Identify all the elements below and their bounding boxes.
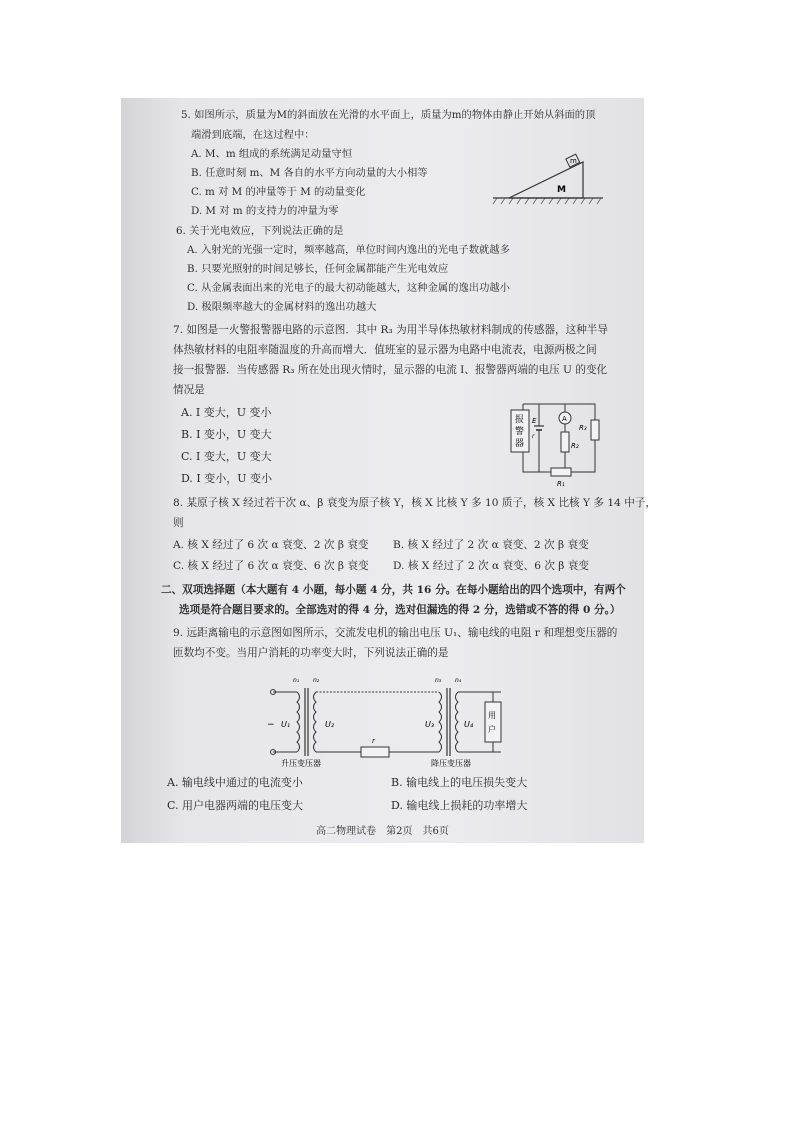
q7-option-c: C. I 变大，U 变大 bbox=[181, 450, 272, 463]
q8-option-a: A. 核 X 经过了 6 次 α 衰变、2 次 β 衰变 bbox=[173, 539, 369, 551]
fig-n2-label: n₂ bbox=[313, 677, 320, 684]
fig-n3-label: n₃ bbox=[435, 677, 442, 684]
fig-R2-label: R₂ bbox=[571, 442, 579, 450]
fig-R3-label: R₃ bbox=[579, 424, 587, 432]
fig-ammeter-A: A bbox=[562, 415, 567, 423]
incline-diagram bbox=[491, 148, 606, 206]
fig-U3-label: U₃ bbox=[425, 720, 435, 729]
fig-generator-minus: − bbox=[267, 720, 275, 730]
fig-n1-label: n₁ bbox=[293, 677, 300, 684]
fig-step-up-caption: 升压变压器 bbox=[281, 759, 321, 768]
q5-stem-line1: 5. 如图所示，质量为M的斜面放在光滑的水平面上，质量为m的物体由静止开始从斜面的顶 bbox=[181, 109, 596, 121]
fig-n4-label: n₄ bbox=[455, 677, 462, 684]
q8-option-c: C. 核 X 经过了 6 次 α 衰变、6 次 β 衰变 bbox=[173, 560, 369, 572]
q6-option-a: A. 入射光的光强一定时，频率越高，单位时间内逸出的光电子数就越多 bbox=[187, 244, 510, 256]
page-footer: 高二物理试卷 第2页 共6页 bbox=[316, 826, 449, 837]
q8-stem-line2: 则 bbox=[173, 517, 184, 529]
fig-user-char2: 户 bbox=[488, 725, 496, 734]
q5-option-c: C. m 对 M 的冲量等于 M 的动量变化 bbox=[191, 186, 366, 198]
q8-option-d: D. 核 X 经过了 2 次 α 衰变、6 次 β 衰变 bbox=[393, 560, 589, 572]
fire-alarm-circuit bbox=[507, 396, 607, 488]
q9-option-c: C. 用户电器两端的电压变大 bbox=[167, 799, 304, 812]
q7-option-d: D. I 变小，U 变小 bbox=[181, 472, 273, 485]
q5-option-b: B. 任意时刻 m、M 各自的水平方向动量的大小相等 bbox=[191, 167, 428, 179]
q7-option-b: B. I 变小，U 变大 bbox=[181, 428, 272, 441]
q6-option-c: C. 从金属表面出来的光电子的最大初动能越大，这种金属的逸出功越小 bbox=[187, 282, 510, 294]
q7-stem-line1: 7. 如图是一火警报警器电路的示意图．其中 R₃ 为用半导体热敏材料制成的传感器，这种半导 bbox=[173, 324, 608, 336]
section2-header-line2: 选项是符合题目要求的。全部选对的得 4 分，选对但漏选的得 2 分，选错或不答的得 0 分。） bbox=[179, 604, 621, 616]
q6-option-d: D. 极限频率越大的金属材料的逸出功越大 bbox=[187, 301, 377, 313]
q9-stem-line2: 匝数均不变。当用户消耗的功率变大时，下列说法正确的是 bbox=[173, 647, 449, 659]
q9-stem-line1: 9. 远距离输电的示意图如图所示，交流发电机的输出电压 U₁、输电线的电阻 r 和理想变压器的 bbox=[173, 627, 618, 639]
q7-stem-line2: 体热敏材料的电阻率随温度的升高而增大．值班室的显示器为电路中电流表，电源两极之间 bbox=[173, 344, 597, 356]
q7-stem-line3: 接一报警器．当传感器 R₃ 所在处出现火情时，显示器的电流 I、报警器两端的电压 U 的变化 bbox=[173, 364, 608, 376]
q9-option-a: A. 输电线中通过的电流变小 bbox=[167, 776, 303, 789]
fig-U2-label: U₂ bbox=[325, 720, 335, 729]
section2-header-line1: 二、双项选择题（本大题有 4 小题，每小题 4 分，共 16 分。在每小题给出的四个选项中，有两个 bbox=[161, 584, 626, 596]
fig-line-r-label: r bbox=[372, 737, 375, 745]
fig-alarm-char1: 报 bbox=[515, 415, 525, 425]
q7-stem-line4: 情况是 bbox=[173, 384, 205, 396]
fig-step-down-caption: 降压变压器 bbox=[431, 759, 471, 768]
fig-internal-r: r bbox=[532, 433, 535, 440]
q7-option-a: A. I 变大，U 变小 bbox=[181, 406, 272, 419]
q9-option-d: D. 输电线上损耗的功率增大 bbox=[391, 799, 528, 812]
q5-option-a: A. M、m 组成的系统满足动量守恒 bbox=[191, 148, 353, 160]
q9-option-b: B. 输电线上的电压损失变大 bbox=[391, 776, 528, 789]
power-transmission-diagram bbox=[261, 670, 511, 768]
fig-R1-label: R₁ bbox=[557, 480, 565, 488]
fig-U1-label: U₁ bbox=[281, 720, 291, 729]
fig-mass-m-label: m bbox=[570, 157, 577, 165]
fig-user-char1: 用 bbox=[488, 711, 496, 720]
q5-stem-line2: 端滑到底端，在这过程中： bbox=[191, 129, 315, 141]
q5-option-d: D. M 对 m 的支持力的冲量为零 bbox=[191, 205, 339, 217]
q6-stem: 6. 关于光电效应，下列说法正确的是 bbox=[176, 225, 344, 237]
fig-U4-label: U₄ bbox=[464, 720, 474, 729]
exam-page-photo bbox=[121, 98, 656, 843]
fig-alarm-char2: 警 bbox=[515, 427, 525, 437]
q8-option-b: B. 核 X 经过了 2 次 α 衰变、2 次 β 衰变 bbox=[393, 539, 589, 551]
fig-incline-M-label: M bbox=[557, 185, 566, 195]
fig-emf-E: E bbox=[532, 417, 537, 425]
q6-option-b: B. 只要光照射的时间足够长，任何金属都能产生光电效应 bbox=[187, 263, 449, 275]
q8-stem-line1: 8. 某原子核 X 经过若干次 α、β 衰变为原子核 Y，核 X 比核 Y 多 10 质子，核 X 比核 Y 多 14 中子， bbox=[173, 497, 656, 509]
fig-alarm-char3: 器 bbox=[515, 439, 525, 449]
